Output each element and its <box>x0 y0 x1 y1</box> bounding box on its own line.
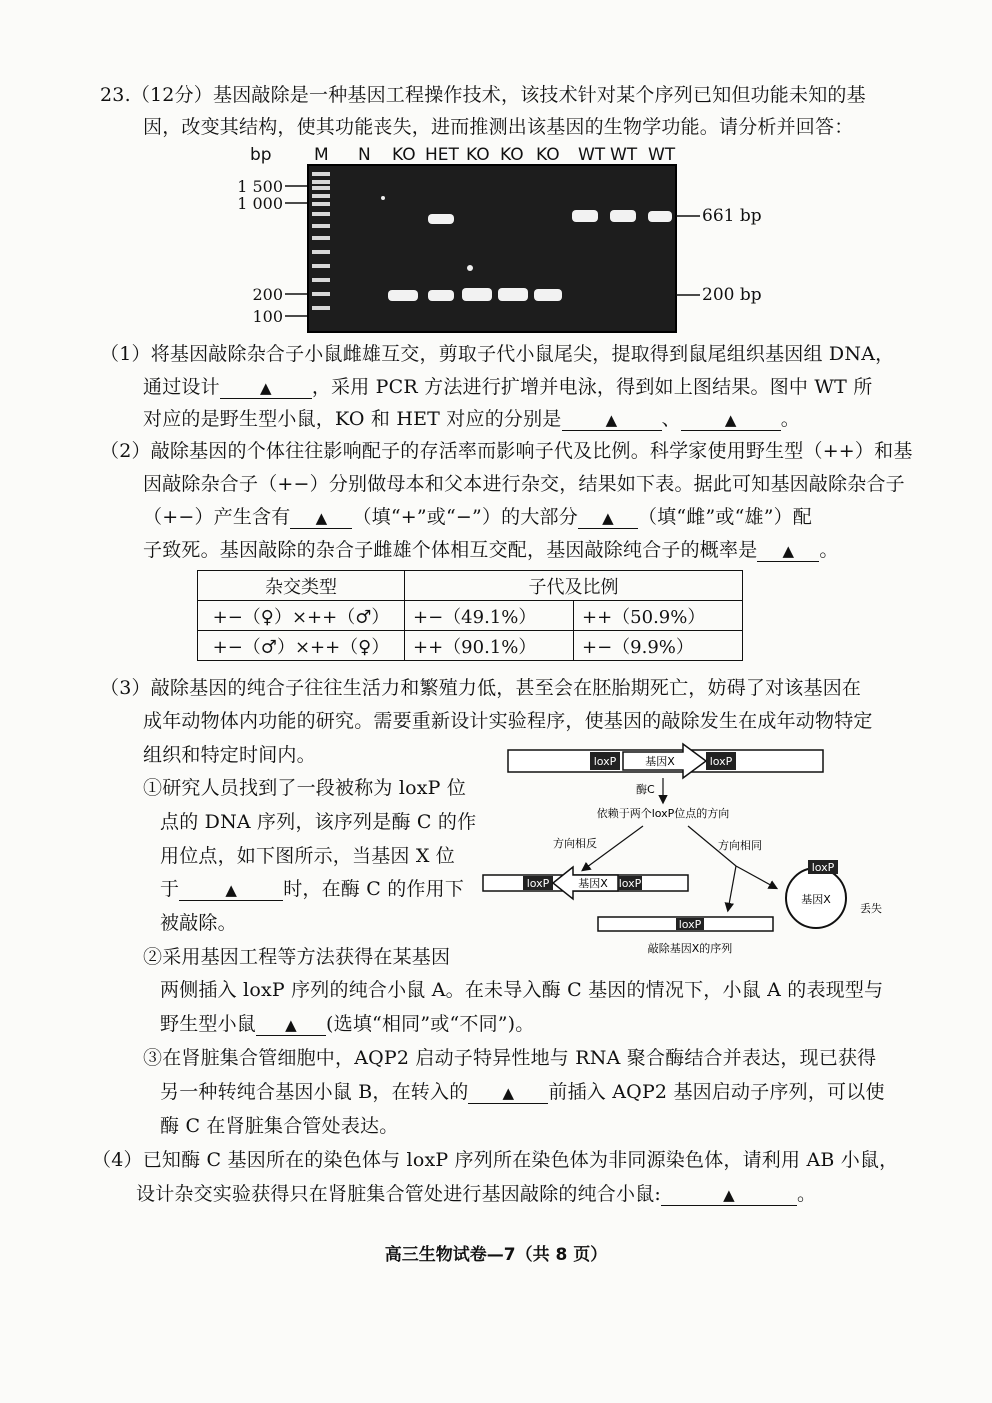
loxp-label: loxP <box>678 918 702 931</box>
answer-blank[interactable]: ▲ <box>256 1015 326 1036</box>
loxp-label: loxP <box>811 861 835 874</box>
part1-line3: 对应的是野生型小鼠，KO 和 HET 对应的分别是 ▲ 、 ▲ 。 <box>143 408 800 430</box>
table-cell: +−（49.1%） <box>405 601 574 631</box>
lane-label: M <box>314 145 329 165</box>
opposite-label: 方向相反 <box>553 837 597 850</box>
knockout-seq-label: 敲除基因X的序列 <box>647 942 733 955</box>
depends-label: 依赖于两个loxP位点的方向 <box>596 807 730 820</box>
part3-sub2-line1: ②采用基因工程等方法获得在某基因 <box>143 946 451 968</box>
answer-blank[interactable]: ▲ <box>578 508 638 529</box>
lost-label: 丢失 <box>860 902 882 915</box>
size-marker-1000: 1 000 <box>237 194 283 213</box>
table-header: 子代及比例 <box>405 571 743 601</box>
question-intro-line1: 23.（12分）基因敲除是一种基因工程操作技术，该技术针对某个序列已知但功能未知的基 <box>100 84 866 106</box>
size-marker-1500: 1 500 <box>237 177 283 196</box>
part3-sub1-line1: ①研究人员找到了一段被称为 loxP 位 <box>143 777 467 799</box>
gene-x-label: 基因X <box>578 877 608 890</box>
loxp-label: loxP <box>593 755 617 768</box>
table-header-row <box>198 571 743 601</box>
loxp-label: loxP <box>526 877 550 890</box>
cross-results-table <box>197 570 743 661</box>
enzyme-label: 酶C <box>636 783 655 796</box>
part3-sub1-line2: 点的 DNA 序列，该序列是酶 C 的作 <box>160 811 477 833</box>
answer-blank[interactable]: ▲ <box>220 378 312 399</box>
answer-blank[interactable]: ▲ <box>179 880 283 901</box>
part2-line4: 子致死。基因敲除的杂合子雌雄个体相互交配，基因敲除纯合子的概率是 ▲ 。 <box>143 539 839 561</box>
band-label-661: 661 bp <box>702 206 762 226</box>
part3-sub2-line3: 野生型小鼠 ▲ (选填“相同”或“不同”)。 <box>160 1013 535 1035</box>
lane-label: WT <box>578 145 606 165</box>
table-cell: +−（♂）×++（♀） <box>198 631 405 661</box>
table-header: 杂交类型 <box>198 571 405 601</box>
part4-line2: 设计杂交实验获得只在肾脏集合管处进行基因敲除的纯合小鼠: ▲ 。 <box>136 1183 817 1205</box>
lane-label: KO <box>500 145 524 165</box>
answer-blank[interactable]: ▲ <box>562 410 662 431</box>
part3-sub1-line5: 被敲除。 <box>160 912 237 934</box>
question-intro-line2: 因，改变其结构，使其功能丧失，进而推测出该基因的生物学功能。请分析并回答： <box>143 116 854 138</box>
part3-sub3-line1: ③在肾脏集合管细胞中，AQP2 启动子特异性地与 RNA 聚合酶结合并表达，现已获得 <box>143 1047 877 1069</box>
part3-sub3-line2: 另一种转纯合基因小鼠 B，在转入的 ▲ 前插入 AQP2 基因启动子序列，可以使 <box>160 1081 885 1103</box>
answer-blank[interactable]: ▲ <box>468 1083 548 1104</box>
part3-sub3-line3: 酶 C 在肾脏集合管处表达。 <box>160 1115 399 1137</box>
part3-line1: （3）敲除基因的纯合子往往生活力和繁殖力低，甚至会在胚胎期死亡，妨碍了对该基因在 <box>100 677 862 699</box>
lane-label: KO <box>392 145 416 165</box>
loxp-label: loxP <box>709 755 733 768</box>
lane-label: KO <box>466 145 490 165</box>
lane-label: N <box>358 145 371 165</box>
answer-blank[interactable]: ▲ <box>661 1185 797 1206</box>
loxp-label: loxP <box>618 877 642 890</box>
gel-image <box>280 160 760 335</box>
part2-line3: （+−）产生含有 ▲ （填“+”或“−”）的大部分 ▲ （填“雌”或“雄”）配 <box>143 506 813 528</box>
part1-line1: （1）将基因敲除杂合子小鼠雌雄互交，剪取子代小鼠尾尖，提取得到鼠尾组织基因组 DNA， <box>100 343 895 365</box>
size-marker-100: 100 <box>252 307 283 326</box>
part3-sub1-line3: 用位点，如下图所示，当基因 X 位 <box>160 845 456 867</box>
table-cell: ++（90.1%） <box>405 631 574 661</box>
size-marker-200: 200 <box>252 285 283 304</box>
band-label-200: 200 bp <box>702 285 762 305</box>
answer-blank[interactable]: ▲ <box>757 541 819 562</box>
same-label: 方向相同 <box>718 839 762 852</box>
part3-sub1-line4: 于 ▲ 时，在酶 C 的作用下 <box>160 878 465 900</box>
answer-blank[interactable]: ▲ <box>290 508 352 529</box>
part2-line2: 因敲除杂合子（+−）分别做母本和父本进行杂交，结果如下表。据此可知基因敲除杂合子 <box>143 473 905 495</box>
gel-bp-label: bp <box>250 145 272 165</box>
part3-line2: 成年动物体内功能的研究。需要重新设计实验程序，使基因的敲除发生在成年动物特定 <box>143 710 873 732</box>
lane-label: WT <box>648 145 676 165</box>
loxp-diagram <box>478 740 898 965</box>
table-cell: +−（♀）×++（♂） <box>198 601 405 631</box>
part3-line3: 组织和特定时间内。 <box>143 744 316 766</box>
table-cell: +−（9.9%） <box>574 631 743 661</box>
lane-label: HET <box>425 145 459 165</box>
table-row <box>198 631 743 661</box>
part4-line1: （4）已知酶 C 基因所在的染色体与 loxP 序列所在染色体为非同源染色体，请利用 AB 小鼠， <box>92 1149 899 1171</box>
part3-sub2-line2: 两侧插入 loxP 序列的纯合小鼠 A。在未导入酶 C 基因的情况下，小鼠 A 的表现型与 <box>160 979 884 1001</box>
lane-label: WT <box>610 145 638 165</box>
answer-blank[interactable]: ▲ <box>681 410 781 431</box>
page-footer: 高三生物试卷—7（共 8 页） <box>384 1245 608 1265</box>
part1-line2: 通过设计 ▲ ，采用 PCR 方法进行扩增并电泳，得到如上图结果。图中 WT 所 <box>143 376 873 398</box>
table-cell: ++（50.9%） <box>574 601 743 631</box>
lane-label: KO <box>536 145 560 165</box>
gene-x-label: 基因X <box>645 755 675 768</box>
part2-line1: （2）敲除基因的个体往往影响配子的存活率而影响子代及比例。科学家使用野生型（++）和基 <box>100 440 913 462</box>
table-row <box>198 601 743 631</box>
gene-x-label: 基因X <box>801 893 831 906</box>
